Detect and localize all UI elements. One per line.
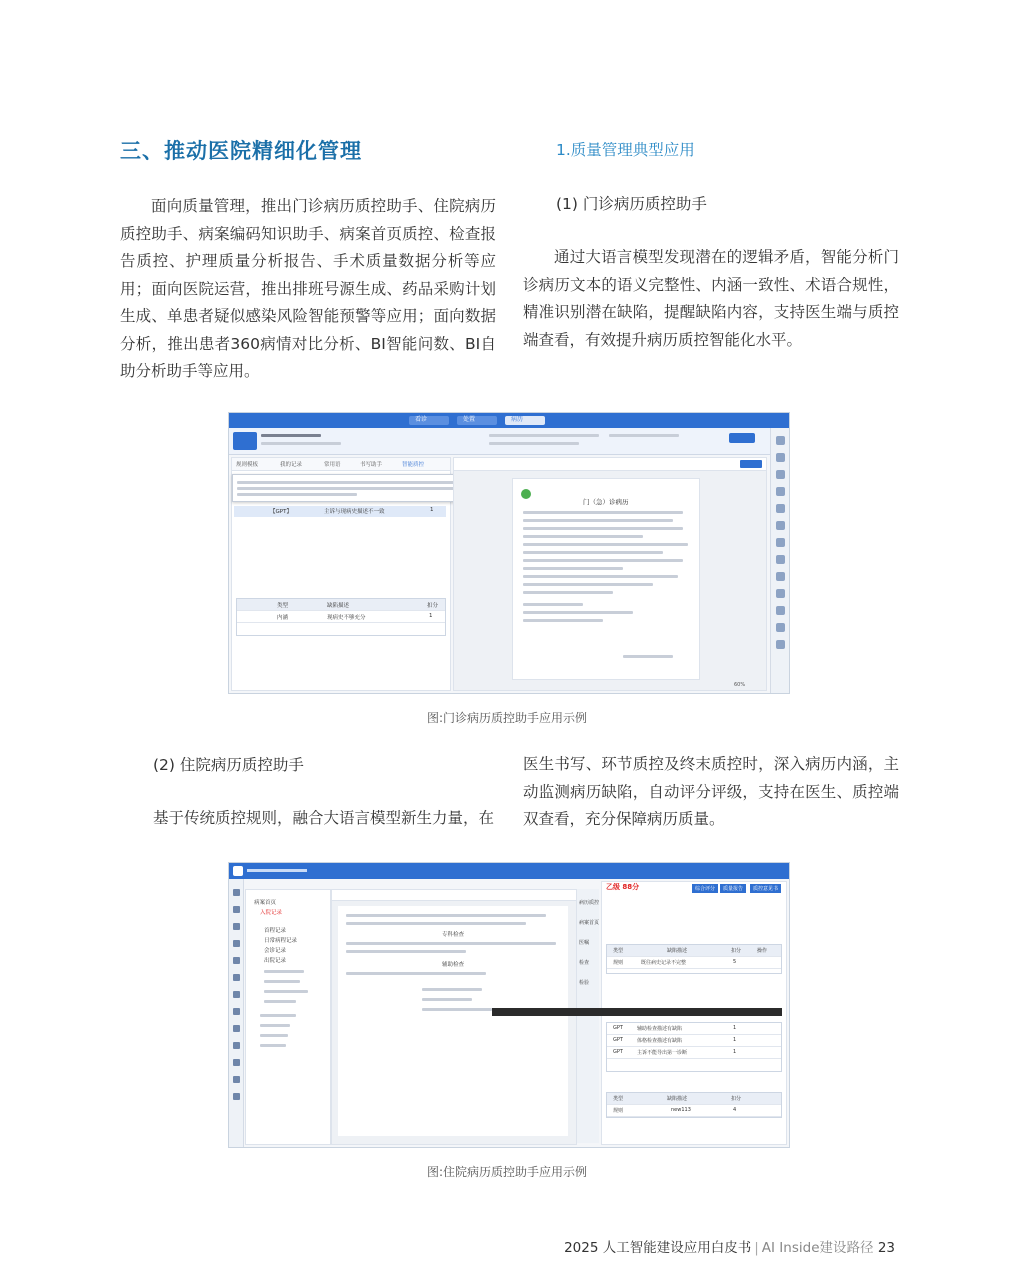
tab-2[interactable]: 病历 xyxy=(511,416,524,423)
item2-paragraph-right: 医生书写、环节质控及终末质控时，深入病历内涵，主动监测病历缺陷，自动评分评级，支持在医生、质控端双查看，充分保障病历质量。 xyxy=(523,755,899,828)
intro-paragraph: 面向质量管理，推出门诊病历质控助手、住院病历质控助手、病案编码知识助手、病案首页质控、检查报告质控、护理质量分析报告、手术质量数据分析等应用；面向医院运营，推出排班号源生成、药品采购计划生成、单患者疑似感染风险智能预警等应用；面向数据分析，推出患者360病情对比分析、BI智能问数、BI自助分析助手等应用。 xyxy=(120,197,496,380)
record-tree xyxy=(245,889,331,1145)
item2-heading: (2) 住院病历质控助手 xyxy=(153,756,304,774)
doc-subheading: 辅助检查 xyxy=(442,962,465,968)
record-page xyxy=(512,478,700,680)
figure2-caption: 图:住院病历质控助手应用示例 xyxy=(426,1165,588,1179)
app-toolbar xyxy=(229,428,789,455)
panel-tab-1[interactable]: 我的记录 xyxy=(280,462,303,468)
qc-table-3: 类型 缺陷描述 扣分 规则 new113 4 xyxy=(606,1092,782,1118)
app-topbar xyxy=(229,413,789,428)
panel-tab-4[interactable]: 智能质控 xyxy=(402,462,425,468)
defect-table: 类型 缺陷描述 扣分 内涵 现病史不够充分 1 xyxy=(236,598,446,636)
defect-row[interactable]: 【GPT】 主诉与现病史描述不一致 1 xyxy=(234,506,446,517)
item2-paragraph-left: 基于传统质控规则，融合大语言模型新生力量，在 xyxy=(153,809,495,827)
item1-heading: (1) 门诊病历质控助手 xyxy=(556,195,707,213)
inpatient-document xyxy=(331,889,577,1145)
opinion-button[interactable]: 质控意见书 xyxy=(750,884,781,893)
section-title: 三、推动医院精细化管理 xyxy=(120,139,362,163)
figure1-caption: 图:门诊病历质控助手应用示例 xyxy=(426,711,588,725)
doc-heading: 专科检查 xyxy=(442,932,465,938)
panel-tab-2[interactable]: 常用语 xyxy=(324,462,341,468)
footer-book: 人工智能建设应用白皮书 xyxy=(602,1240,752,1256)
item1-paragraph: 通过大语言模型发现潜在的逻辑矛盾，智能分析门诊病历文本的语义完整性、内涵一致性、术语合规性，精准识别潜在缺陷，提醒缺陷内容，支持医生端与质控端查看，有效提升病历质控智能化水平。 xyxy=(523,248,899,349)
tree-item-4[interactable]: 会诊记录 xyxy=(264,948,287,954)
tree-item-3[interactable]: 日常病程记录 xyxy=(264,938,298,944)
page-number: 23 xyxy=(877,1240,895,1256)
qc-table-1: 类型 缺陷描述 扣分 操作 规则 既往病史记录不完整 5 xyxy=(606,944,782,974)
left-panel xyxy=(231,457,451,691)
page-footer: 2025 人工智能建设应用白皮书 | AI Inside建设路径 23 xyxy=(564,1240,895,1256)
score-button[interactable]: 综合评分 xyxy=(692,884,718,893)
inpatient-qc-screenshot xyxy=(228,862,790,1148)
outpatient-qc-screenshot xyxy=(228,412,790,694)
tree-item-5[interactable]: 出院记录 xyxy=(264,958,287,964)
app-topbar-2 xyxy=(229,863,789,879)
tab-0[interactable]: 看诊 xyxy=(415,416,428,423)
record-title: 门（急）诊病历 xyxy=(583,498,629,506)
panel-tab-3[interactable]: 书写助手 xyxy=(360,462,383,468)
panel-tab-0[interactable]: 规则模板 xyxy=(236,462,259,468)
tooltip-bar xyxy=(492,1008,782,1016)
footer-series: AI Inside建设路径 xyxy=(761,1240,874,1256)
tab-1[interactable]: 处置 xyxy=(463,416,476,423)
left-rail xyxy=(229,879,244,1147)
qc-side-tabs: 病历质控 病案首页 医嘱 检查 检验 xyxy=(577,889,599,1143)
qc-grade: 乙级 88分 xyxy=(606,883,640,891)
footer-year: 2025 xyxy=(564,1240,599,1256)
tree-item-0[interactable]: 病案首页 xyxy=(254,900,277,906)
report-button[interactable]: 质量报告 xyxy=(720,884,746,893)
zoom-level: 60% xyxy=(734,682,746,688)
qc-table-2: GPT 辅助检查描述有缺陷 1 GPT 体格检查描述有缺陷 1 GPT 主诉不能导出第一诊断 1 xyxy=(606,1022,782,1072)
document-area xyxy=(453,457,767,691)
qc-panel xyxy=(601,881,787,1145)
subsection-title: 1.质量管理典型应用 xyxy=(556,141,695,159)
tree-item-2[interactable]: 首程记录 xyxy=(264,928,287,934)
right-toolbar xyxy=(770,428,789,693)
tree-item-1[interactable]: 入院记录 xyxy=(260,910,283,916)
